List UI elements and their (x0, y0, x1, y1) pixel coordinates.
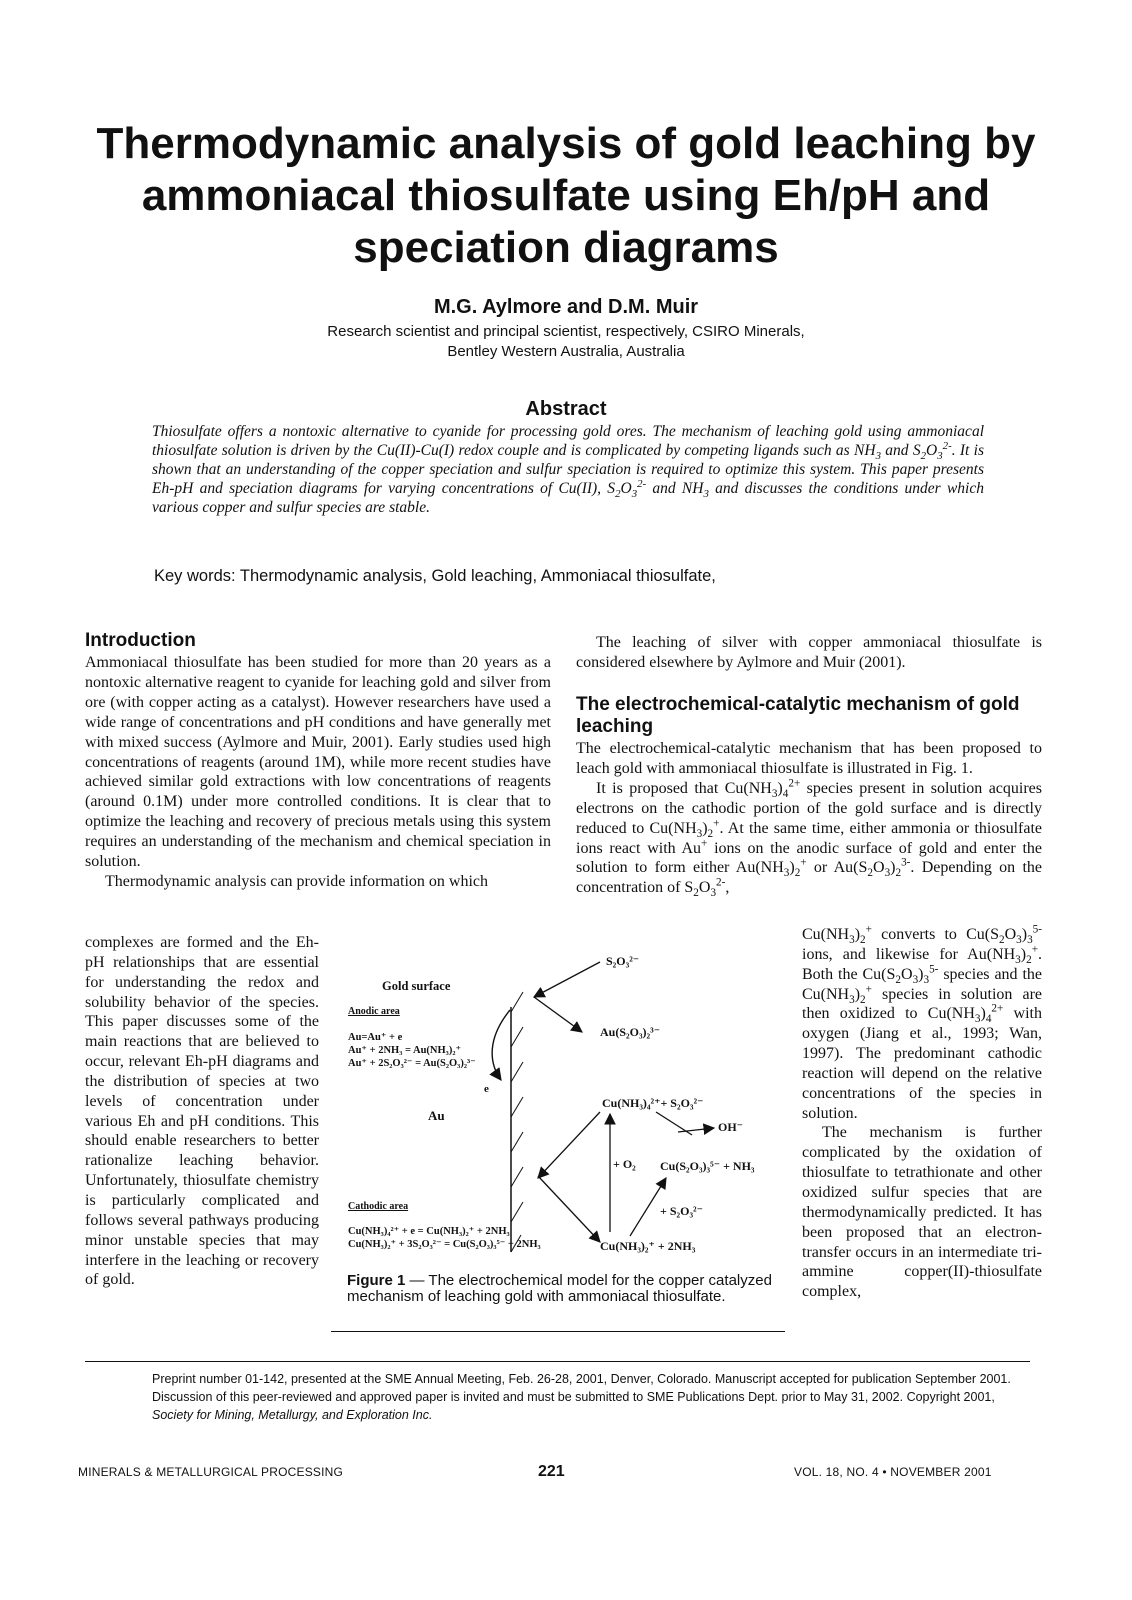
mechanism-body (576, 739, 1042, 898)
mechanism-paragraph-wrap: $Cu(NH_3)_2^+$ converts to $Cu(S_2O_3)_3^{5-}$ ions, and likewise for $Au(NH_3)_2^+$. Both the $Cu(S_2O_3)_3^{5-}$ species and the $Cu(NH_3)_2^+$ species in solution are then oxidized to $Cu(NH_3)_4^{2+}$ with oxygen (Jiang et al., 1993; Wan, 1997). The predominant cathodic reaction will depend on the relative concentrations of the species in solution. The mechanism is further complicated by the oxidation of thiosulfate to tetrathionate and other oxidized sulfur species that are thermodynamically predicted. It has been proposed that an electron-transfer occurs in an intermediate tri-ammine copper(II)-thiosulfate complex, (802, 923, 1043, 1301)
gold-surface-boundary (511, 992, 523, 1252)
thiosulfate-species: S₂O₃²⁻ (606, 954, 640, 968)
page-number: 221 (538, 1463, 565, 1480)
affiliation-line-2: Bentley Western Australia, Australia (447, 343, 685, 360)
cathodic-reaction-2: Cu(NH₃)₂⁺ + 3S₂O₃²⁻ = Cu(S₂O₃)₃⁵⁻ + 2NH₃ (348, 1239, 541, 1250)
anodic-area-label: Anodic area (348, 1006, 400, 1017)
figure-1-diagram (338, 952, 794, 1274)
affiliation (60, 322, 1072, 362)
publication-footnote: Preprint number 01-142, presented at the SME Annual Meeting, Feb. 26-28, 2001, Denver, Colorado. Manuscript accepted for publication September 2001. Discussion of this peer-reviewed and approved paper is invited and must be submitted to SME Publications Dept. prior to May 31, 2002. Copyright 2001, Society for Mining, Metallurgy, and Exploration Inc. (152, 1372, 1011, 1422)
intro-paragraph-2-wrap: complexes are formed and the Eh-pH relationships that are essential for understanding the redox and solubility behavior of the species. This paper discusses some of the main reactions that are believed to occur, relevant Eh-pH diagrams and the distribution of species at two levels of concentration under various Eh and pH conditions. This should enable researchers to better rationalize leaching behavior. Unfortunately, thiosulfate chemistry is particularly complicated and follows several pathways producing minor unstable species that may interfere in the leaching or recovery of gold. (85, 934, 319, 1289)
figure-1-caption: Figure 1 — The electrochemical model for the copper catalyzed mechanism of leaching gold with ammoniacal thiosulfate. (347, 1272, 772, 1305)
volume-issue: VOL. 18, NO. 4 • NOVEMBER 2001 (794, 1465, 992, 1479)
anodic-reaction-3: Au⁺ + 2S₂O₃²⁻ = Au(S₂O₃)₂³⁻ (348, 1058, 476, 1069)
electron-label: e (484, 1083, 489, 1095)
journal-name: MINERALS & METALLURGICAL PROCESSING (78, 1465, 344, 1479)
arrow-thiosulfate-to-surface (534, 962, 600, 997)
introduction-body (85, 653, 551, 892)
abstract-body: Thiosulfate offers a nontoxic alternative to cyanide for processing gold ores. The mechanism of leaching gold using ammoniacal thiosulfate solution is driven by the Cu(II)-Cu(I) redox couple and is complicated by competing ligands such as $NH_3$ and $S_2O_3^{2-}$. It is shown that an understanding of the copper speciation and sulfur speciation is required to optimize this system. This paper presents Eh-pH and speciation diagrams for varying concentrations of Cu(II), $S_2O_3^{2-}$ and $NH_3$ and discusses the conditions under which various copper and sulfur species are stable. (152, 423, 985, 516)
authors: M.G. Aylmore and D.M. Muir (433, 296, 699, 318)
plus-thiosulfate-label: + S₂O₃²⁻ (660, 1204, 703, 1218)
arrow-surface-to-cu-diammine (538, 1176, 600, 1242)
silver-paragraph: The leaching of silver with copper ammoniacal thiosulfate is considered elsewhere by Aylmore and Muir (2001). (576, 634, 1042, 671)
gold-au-label: Au (428, 1108, 445, 1123)
gold-surface-label: Gold surface (382, 979, 451, 993)
intro-paragraph-1: Ammoniacal thiosulfate has been studied for more than 20 years as a nontoxic alternative reagent to cyanide for leaching gold and silver from ore (with copper acting as a catalyst). However researchers have used a wide range of concentrations and pH conditions and have generally met with mixed success (Aylmore and Muir, 2001). Early studies used high concentrations of reagents (around 1M), while more recent studies have achieved similar gold extractions with low concentrations of reagents (around 0.1M) under more controlled conditions. It is clear that to optimize the leaching and recovery of precious metals using this system requires an understanding of the mechanism and chemical speciation in solution. (85, 654, 551, 871)
gold-thiosulfate-complex: Au(S₂O₃)₂³⁻ (600, 1025, 661, 1039)
mechanism-paragraph-1: The electrochemical-catalytic mechanism that has been proposed to leach gold with ammoniacal thiosulfate is illustrated in Fig. 1. (576, 740, 1042, 777)
oxygen-label: + O₂ (613, 1157, 636, 1171)
copper-tetraammine-thiosulfate: Cu(NH₃)₄²⁺+ S₂O₃²⁻ (602, 1096, 704, 1110)
footnote-divider (85, 1361, 1030, 1362)
hydroxide-species: OH⁻ (718, 1120, 744, 1134)
arrow-surface-to-au-complex (534, 997, 582, 1032)
anodic-reaction-2: Au⁺ + 2NH₃ = Au(NH₃)₂⁺ (348, 1045, 462, 1056)
figure-divider (331, 1331, 785, 1332)
arrow-cu-complex-to-surface (538, 1112, 600, 1178)
intro-paragraph-2-lead: Thermodynamic analysis can provide information on which (105, 872, 489, 890)
abstract-heading: Abstract (525, 398, 607, 420)
mechanism-paragraph-2: It is proposed that $Cu(NH_3)_4^{2+}$ species present in solution acquires electrons on the cathodic portion of the gold surface and is directly reduced to $Cu(NH_3)_2^+$. At the same time, either ammonia or thiosulfate ions react with Au+ ions on the anodic surface of gold and enter the solution to form either $Au(NH_3)_2^+$ or $Au(S_2O_3)_2^{3-}$. Depending on the concentration of $S_2O_3^{2-}$, (576, 777, 1043, 900)
anodic-reaction-1: Au=Au⁺ + e (348, 1032, 403, 1043)
paper-title: Thermodynamic analysis of gold leaching by ammoniacal thiosulfate using Eh/pH and speciation diagrams (96, 119, 1036, 272)
copper-thiosulfate-ammonia: Cu(S₂O₃)₃⁵⁻ + NH₃ (660, 1159, 755, 1173)
mechanism-heading: The electrochemical-catalytic mechanism of gold leaching (576, 694, 1020, 737)
introduction-heading: Introduction (85, 630, 196, 651)
copper-diammine-ammonia: Cu(NH₃)₂⁺ + 2NH₃ (600, 1239, 696, 1253)
electron-path-arrow (492, 1010, 510, 1080)
cathodic-reaction-1: Cu(NH₃)₄²⁺ + e = Cu(NH₃)₂⁺ + 2NH₃ (348, 1226, 510, 1237)
mechanism-paragraph-3: The mechanism is further complicated by the oxidation of thiosulfate to tetrathionate and other oxidized sulfur species that are thermodynamically predicted. It has been proposed that an electron-transfer occurs in an intermediate tri-ammine copper(II)-thiosulfate complex, (802, 1124, 1042, 1301)
affiliation-line-1: Research scientist and principal scientist, respectively, CSIRO Minerals, (327, 323, 805, 340)
keywords: Key words: Thermodynamic analysis, Gold leaching, Ammoniacal thiosulfate, (154, 567, 716, 585)
cathodic-area-label: Cathodic area (348, 1201, 409, 1212)
